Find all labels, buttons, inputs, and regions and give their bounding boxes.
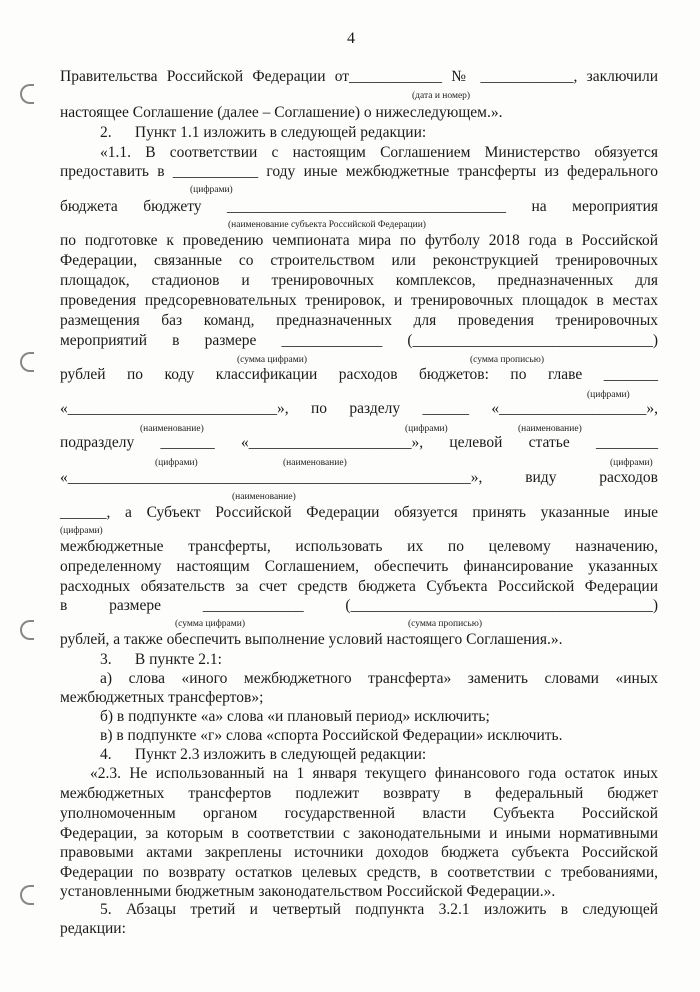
field-caption: (наименование) [283,458,347,468]
item-heading: 3. В пункте 2.1: [100,651,222,668]
text-line: по подготовке к проведению чемпионата мира по футболу 2018 года в Российской [60,232,658,249]
field-caption: (сумма прописью) [470,355,544,365]
text-line: бюджета бюджету ____________________________________ на мероприятия [60,198,658,215]
text-line: размещения баз команд, предназначенных для проведения тренировочных [60,312,658,329]
text-line: межбюджетные трансферты, использовать их по целевому назначению, [60,538,658,555]
text-line: мероприятий в размере _____________ (_______________________________) [60,332,658,349]
field-caption: (наименование субъекта Российской Федерации) [228,220,426,230]
field-caption: (цифрами) [155,458,198,468]
text-line: «___________________________», по разделу ______ «___________________», [60,400,658,417]
field-caption: (сумма цифрами) [237,355,307,365]
text-line: «2.3. Не использованный на 1 января текущего финансового года остаток иных [90,765,658,782]
field-caption: (цифрами) [587,390,630,400]
field-caption: (наименование) [518,424,582,434]
text-line: в размере _____________ (_______________________________________) [60,597,658,614]
text-line: б) в подпункте «а» слова «и плановый период» исключить; [100,708,490,725]
field-caption: (наименование) [232,492,296,502]
text-line: расходных обязательств за счет средств бюджета Субъекта Российской Федерации [60,578,658,595]
field-caption: (цифрами) [405,424,448,434]
field-caption: (дата и номер) [412,91,471,101]
text-line: межбюджетных трансфертов»; [60,689,264,706]
text-line: межбюджетных трансфертов подлежит возврату в федеральный бюджет [60,785,658,802]
text-line: редакции: [60,920,126,937]
punch-hole-mark [20,885,34,905]
punch-hole-mark [20,620,34,640]
text-line: уполномоченным органом государственной власти Субъекта Российской [60,805,658,822]
text-line: «1.1. В соответствии с настоящим Соглашением Министерство обязуется [100,144,658,161]
field-caption: (сумма прописью) [408,619,482,629]
item-heading: 4. Пункт 2.3 изложить в следующей редакции: [100,746,427,763]
field-caption: (цифрами) [610,458,653,468]
text-line: определенному настоящим Соглашением, обеспечить финансирование указанных [60,558,658,575]
field-caption: (наименование) [140,424,204,434]
text-line: правовыми актами закреплены источники доходов бюджета субъекта Российской [60,844,658,861]
text-line: ______, а Субъект Российской Федерации обязуется принять указанные иные [60,504,658,521]
text-line: рублей, а также обеспечить выполнение условий настоящего Соглашения.». [60,631,563,648]
text-line: Федерации, связанные со строительством или реконструкцией тренировочных [60,252,658,269]
text-line: рублей по коду классификации расходов бюджетов: по главе _______ [60,366,658,383]
text-line: площадок, стадионов и тренировочных комплексов, предназначенных для [60,272,658,289]
item-heading: 5. Абзацы третий и четвертый подпункта 3.2.1 изложить в следующей [100,901,658,918]
text-line: настоящее Соглашение (далее – Соглашение) о нижеследующем.». [60,104,503,121]
text-line: «____________________________________________________», виду расходов [60,469,658,486]
item-heading: 2. Пункт 1.1 изложить в следующей редакции: [100,124,427,141]
text-line: проведения предсоревновательных тренировок, и тренировочных площадок в местах [60,292,658,309]
text-line: предоставить в ___________ году иные межбюджетные трансферты из федерального [60,163,658,180]
text-line: в) в подпункте «г» слова «спорта Российской Федерации» исключить. [100,727,563,744]
punch-hole-mark [20,84,34,104]
field-caption: (цифрами) [190,185,233,195]
text-line: подразделу _______ «_____________________», целевой статье ________ [60,434,658,451]
text-line: Федерации по возврату остатков целевых средств, в соответствии с требованиями, [60,864,658,881]
field-caption: (сумма цифрами) [175,619,245,629]
text-line: а) слова «иного межбюджетного трансферта» заменить словами «иных [100,670,658,687]
page-number: 4 [347,30,355,47]
text-line: установленными бюджетным законодательством Российской Федерации.». [60,883,556,900]
punch-hole-mark [20,352,34,372]
text-line: Федерации, за которым в соответствии с законодательными и иными нормативными [60,825,658,842]
field-caption: (цифрами) [60,526,103,536]
text-line: Правительства Российской Федерации от____________ № ____________, заключили [60,68,658,85]
